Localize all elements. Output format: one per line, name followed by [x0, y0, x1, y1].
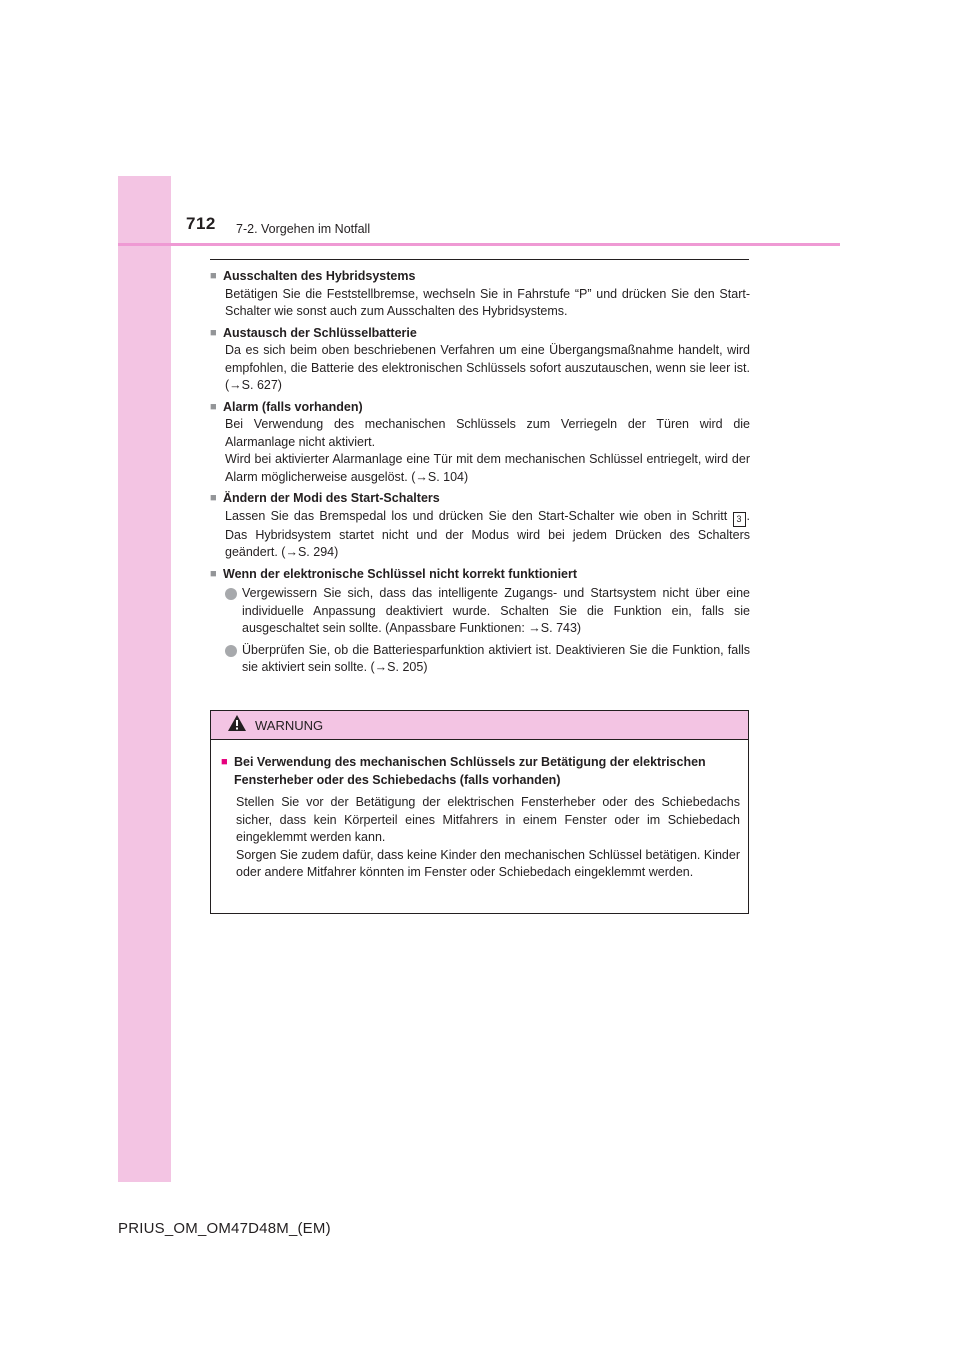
bullet-dot-icon	[225, 588, 237, 600]
topic-paragraph	[225, 508, 750, 562]
list-item-text: Überprüfen Sie, ob die Batteriesparfunktion aktiviert ist. Deaktivieren Sie die Funktion, falls sie aktiviert sein sollte. (→S. 205)	[242, 642, 750, 674]
square-icon: ■	[221, 756, 228, 768]
topic-schluessel-funktioniert-nicht	[210, 566, 750, 677]
paragraph-text: Lassen Sie das Bremspedal los und drücken Sie den Start-Schalter wie oben in Schritt	[225, 508, 733, 523]
square-icon: ■	[210, 567, 217, 580]
side-tab-strip	[118, 176, 171, 1182]
bullet-list	[210, 585, 750, 677]
list-item-text: Vergewissern Sie sich, dass das intelligente Zugangs- und Startsystem nicht über eine individuelle Anpassung deaktiviert wurde. Schalten Sie die Funktion ein, falls sie ausgeschaltet sein sollte. (Anpassbare Funktionen: →S. 743)	[242, 586, 750, 635]
topic-heading: Ausschalten des Hybridsystems	[223, 269, 416, 283]
list-item	[225, 642, 750, 677]
topic-ausschalten	[210, 268, 750, 321]
topic-paragraph: Da es sich beim oben beschriebenen Verfahren um eine Übergangsmaßnahme handelt, wird empfohlen, die Batterie des elektronischen Schlüssels sofort auszutauschen, wenn sie leer ist. (→S. 627)	[225, 343, 750, 392]
topic-paragraph: Wird bei aktivierter Alarmanlage eine Tür mit dem mechanischen Schlüssel entriegelt, wird der Alarm möglicherweise ausgelöst. (→S. 104)	[225, 452, 750, 484]
paragraph-text: . Das Hybridsystem startet nicht und der Modus wird bei jedem Drücken des Schalters geändert. (→S. 294)	[225, 508, 750, 559]
square-icon: ■	[210, 400, 217, 413]
topic-heading: Wenn der elektronische Schlüssel nicht korrekt funktioniert	[223, 566, 578, 581]
bullet-dot-icon	[225, 645, 237, 657]
square-icon: ■	[210, 326, 217, 339]
topic-heading: Alarm (falls vorhanden)	[223, 399, 363, 414]
square-icon: ■	[210, 270, 217, 282]
topic-alarm	[210, 399, 750, 487]
square-icon: ■	[210, 492, 217, 504]
topic-start-schalter-modi	[210, 490, 750, 562]
section-title: 7-2. Vorgehen im Notfall	[236, 222, 371, 236]
topic-paragraph: Betätigen Sie die Feststellbremse, wechseln Sie in Fahrstufe “P” und drücken Sie den Start-Schalter wie sonst auch zum Ausschalten des Hybridsystems.	[225, 286, 750, 318]
warning-header	[211, 711, 748, 740]
content-top-rule	[210, 259, 749, 260]
warning-body	[211, 740, 748, 882]
warning-heading: Bei Verwendung des mechanischen Schlüssels zur Betätigung der elektrischen Fensterheber oder des Schiebedachs (falls vorhanden)	[234, 755, 706, 787]
list-item	[225, 585, 750, 638]
page-number: 712	[186, 214, 216, 233]
topic-heading: Ändern der Modi des Start-Schalters	[223, 491, 440, 505]
warning-paragraph: Stellen Sie vor der Betätigung der elektrischen Fensterheber oder des Schiebedachs sicher, dass kein Körperteil eines Mitfahrers in einem Fenster oder im Schiebedach eingeklemmt werden kann.	[236, 795, 740, 844]
footer-document-id: PRIUS_OM_OM47D48M_(EM)	[118, 1220, 331, 1237]
warning-triangle-icon	[227, 714, 247, 737]
warning-title: WARNUNG	[255, 717, 324, 733]
step-number-badge: 3	[733, 512, 746, 527]
header-rule	[118, 243, 840, 246]
warning-box	[210, 710, 749, 914]
main-content	[210, 268, 750, 681]
warning-paragraph: Sorgen Sie zudem dafür, dass keine Kinder den mechanischen Schlüssel betätigen. Kinder oder andere Mitfahrer könnten im Fenster oder Schiebedach eingeklemmt werden.	[236, 847, 740, 879]
topic-paragraph: Bei Verwendung des mechanischen Schlüssels zum Verriegeln der Türen wird die Alarmanlage nicht aktiviert.	[225, 417, 750, 449]
topic-heading: Austausch der Schlüsselbatterie	[223, 325, 417, 340]
topic-schluesselbatterie	[210, 325, 750, 395]
